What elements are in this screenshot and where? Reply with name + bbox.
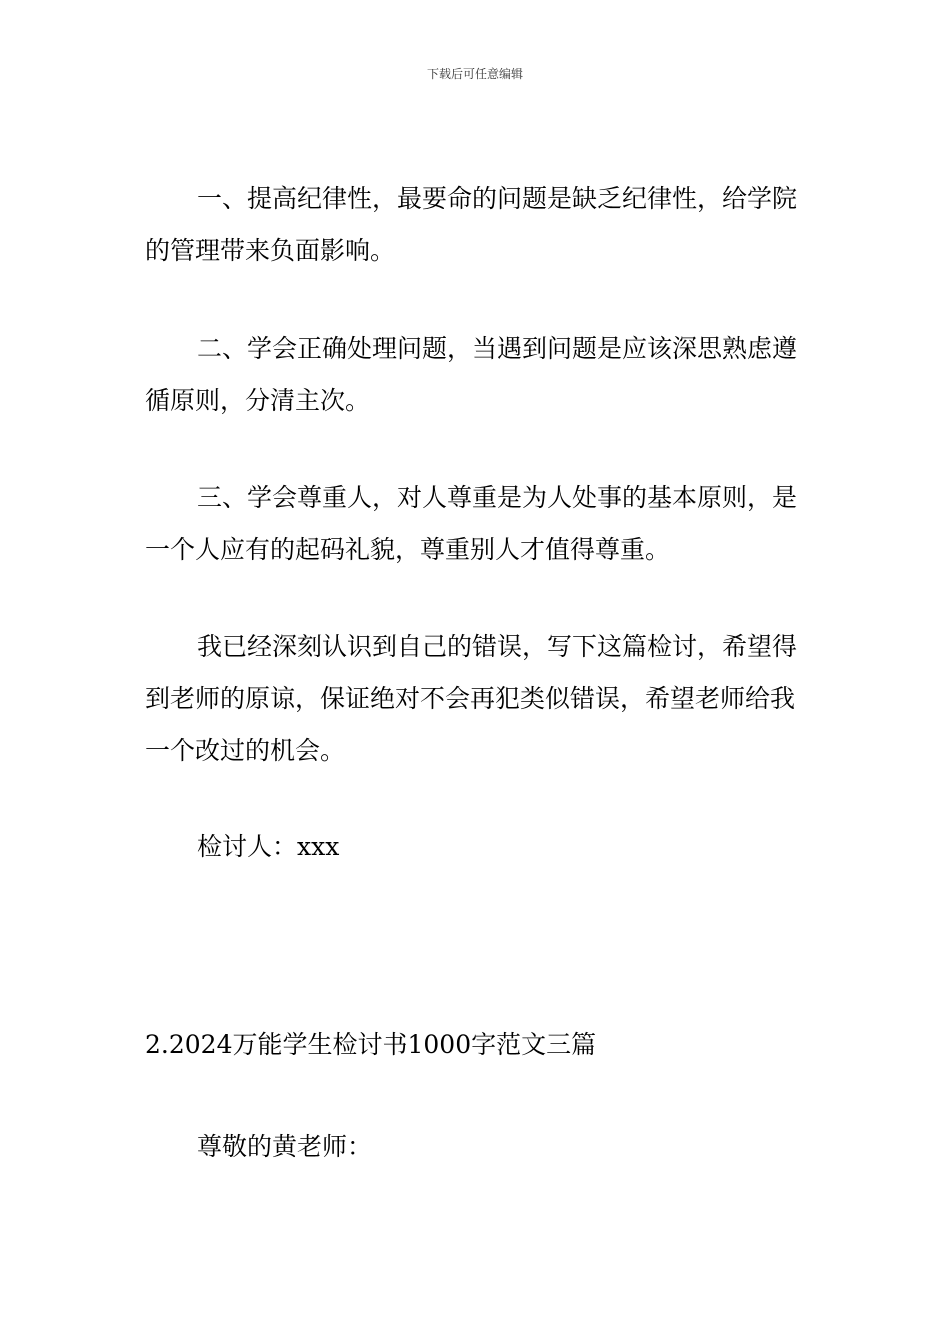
page-header-note: 下载后可任意编辑 xyxy=(426,67,523,81)
salutation: 尊敬的黄老师： xyxy=(197,1132,373,1161)
paragraph-apology: 我已经深刻认识到自己的错误，写下这篇检讨，希望得到老师的原谅，保证绝对不会再犯类似错误，希望老师给我一个改过的机会。 xyxy=(145,632,798,765)
paragraph-discipline: 一、提高纪律性，最要命的问题是缺乏纪律性，给学院的管理带来负面影响。 xyxy=(145,184,798,265)
section-heading: 2.2024万能学生检讨书1000字范文三篇 xyxy=(145,1030,597,1059)
paragraph-respect: 三、学会尊重人，对人尊重是为人处事的基本原则，是一个人应有的起码礼貌，尊重别人才值得尊重。 xyxy=(145,483,798,564)
paragraph-handle-problems: 二、学会正确处理问题，当遇到问题是应该深思熟虑遵循原则，分清主次。 xyxy=(145,334,798,415)
signature-line: 检讨人：xxx xyxy=(197,832,340,861)
